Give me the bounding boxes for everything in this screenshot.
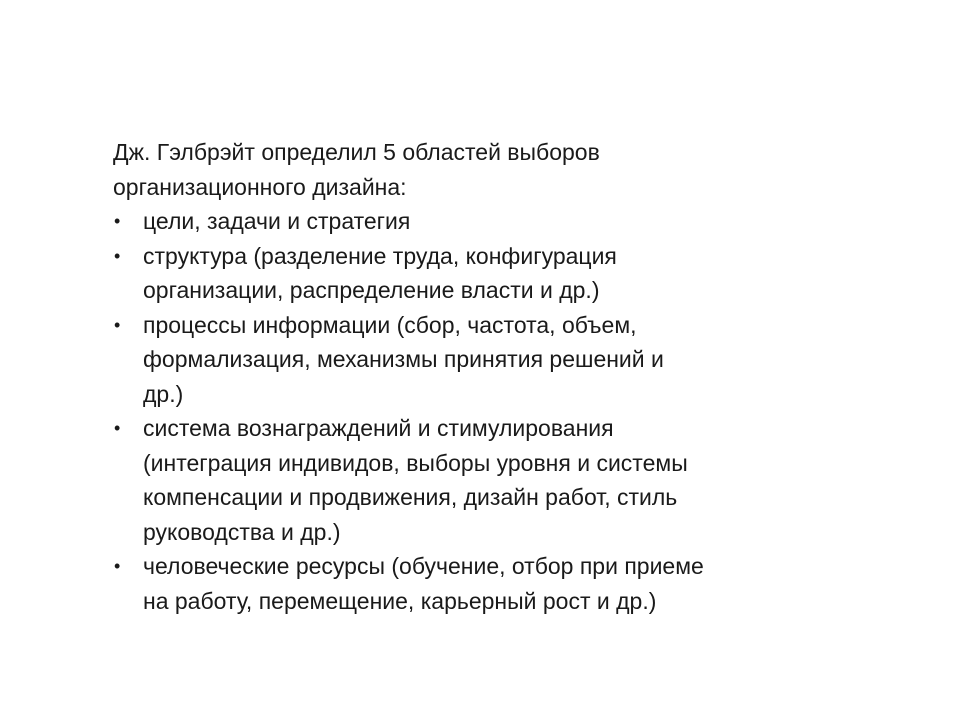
list-item: [113, 411, 833, 549]
list-item-line: процессы информации (сбор, частота, объем,: [143, 311, 637, 338]
bullet-icon: •: [114, 314, 121, 335]
list-item: [113, 204, 833, 239]
list-item-line: организации, распределение власти и др.): [143, 277, 600, 303]
bullet-icon: •: [114, 418, 121, 438]
list-item-line: (интеграция индивидов, выборы уровня и системы: [143, 449, 688, 476]
list-item-line: формализация, механизмы принятия решений и: [143, 346, 664, 372]
list-item-line: система вознаграждений и стимулирования: [143, 415, 614, 441]
list-item-line: на работу, перемещение, карьерный рост и др.): [143, 587, 657, 614]
bullet-icon: •: [114, 211, 121, 231]
list-item: [113, 549, 833, 618]
list-item-line: цели, задачи и стратегия: [143, 208, 411, 234]
intro-text: [113, 135, 833, 204]
list-item: [113, 308, 833, 412]
intro-line: Дж. Гэлбрэйт определил 5 областей выборов: [113, 139, 600, 165]
intro-line: организационного дизайна:: [113, 173, 407, 200]
bullet-icon: •: [114, 556, 121, 576]
list-item-line: руководства и др.): [143, 518, 341, 545]
bullet-icon: •: [114, 245, 121, 266]
list-item-line: компенсации и продвижения, дизайн работ, стиль: [143, 484, 678, 510]
list-item-line: структура (разделение труда, конфигурация: [143, 242, 617, 269]
list-item-line: др.): [143, 380, 184, 407]
bullet-list: [113, 204, 833, 618]
list-item-line: человеческие ресурсы (обучение, отбор при приеме: [143, 553, 704, 579]
slide-content: [113, 135, 833, 618]
list-item: [113, 239, 833, 308]
